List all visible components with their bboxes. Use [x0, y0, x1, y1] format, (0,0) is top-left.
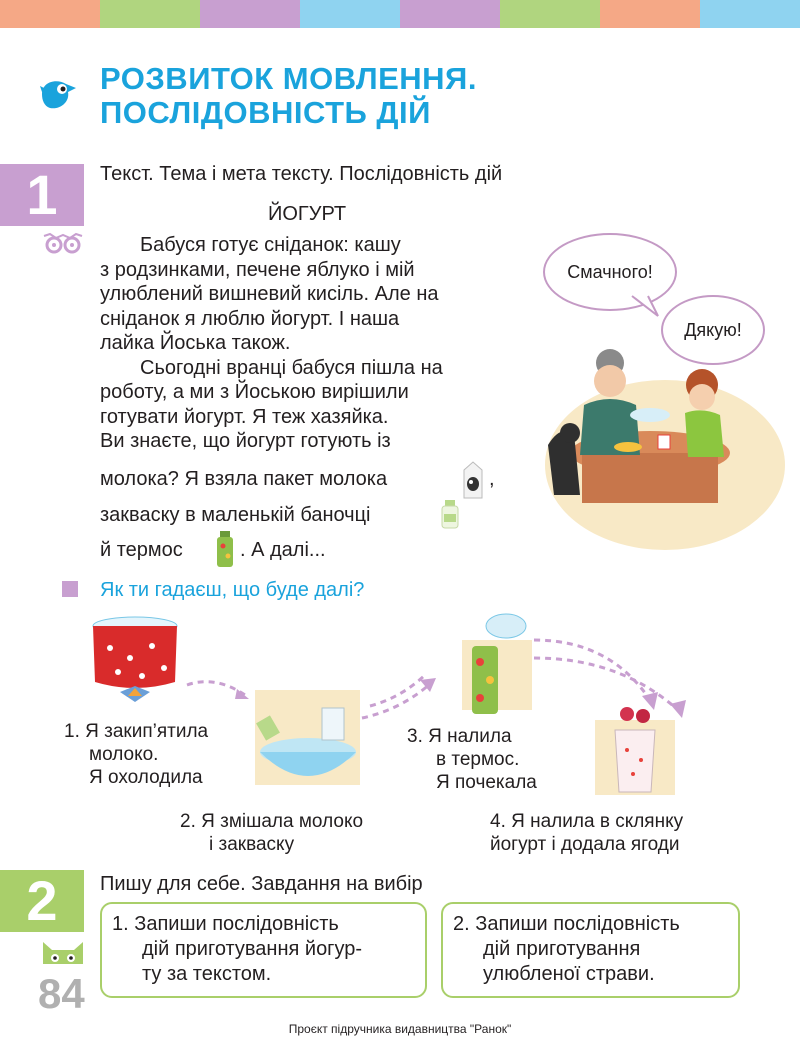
top-color-strip	[0, 0, 800, 28]
story-line: готувати йогурт. Я теж хазяйка.	[100, 405, 389, 428]
step-line: Я охолодила	[89, 767, 203, 788]
option-line: ту за текстом.	[142, 963, 272, 985]
task2-option-2	[441, 902, 740, 998]
option-line: дій приготування йогур-	[142, 938, 363, 960]
speech-text: Дякую!	[684, 319, 742, 340]
story-line: сніданок я люблю йогурт. І наша	[100, 307, 400, 330]
story-title: ЙОГУРТ	[268, 203, 347, 225]
bird-icon	[38, 76, 78, 112]
breakfast-illustration	[540, 345, 790, 550]
step-1-caption	[64, 720, 208, 789]
page-number: 84	[38, 970, 85, 1017]
starter-jar-icon	[439, 498, 461, 530]
step-line: молоко.	[89, 744, 159, 765]
step-line: 1. Я закип’ятила	[64, 721, 209, 742]
story-line: Ви знаєте, що йогурт готують із	[100, 430, 391, 452]
milk-pack-icon	[460, 460, 486, 500]
strip-segment	[400, 0, 500, 28]
story-line: закваску в маленькій баночці	[100, 504, 371, 526]
story-line: Сьогодні вранці бабуся пішла на	[140, 356, 443, 379]
step-4-caption	[490, 810, 683, 856]
strip-segment	[300, 0, 400, 28]
owl-eyes-icon	[40, 232, 86, 254]
option-line: 1. Запиши послідовність	[112, 913, 339, 935]
task-number-2	[0, 870, 84, 932]
story-line: Бабуся готує сніданок: кашу	[140, 234, 401, 256]
mixing-bowl-illustration	[250, 690, 365, 785]
task-number: 1	[26, 163, 58, 226]
step-line: йогурт і додала ягоди	[490, 834, 680, 855]
task1-heading: Текст. Тема і мета тексту. Послідовність дій	[100, 163, 503, 185]
step-line: 4. Я налила в склянку	[490, 811, 684, 832]
option-line: дій приготування	[483, 938, 641, 960]
thermos-icon	[213, 530, 237, 568]
task-number: 2	[26, 869, 58, 932]
comma: ,	[489, 468, 495, 490]
publisher-footer: Проєкт підручника видавництва "Ранок"	[288, 1022, 512, 1036]
title-line: ПОСЛІДОВНІСТЬ ДІЙ	[100, 95, 431, 130]
arrow-2-to-3	[360, 670, 440, 730]
step-2-caption	[180, 810, 363, 856]
step-line: в термос.	[436, 749, 520, 770]
arrow-3-to-4	[530, 630, 690, 720]
story-line: молока? Я взяла пакет молока	[100, 468, 388, 490]
step-line: 2. Я змішала молоко	[180, 811, 364, 832]
story-line: роботу, а ми з Йоською вирішили	[100, 381, 409, 403]
strip-segment	[700, 0, 800, 28]
story-line: улюблений вишневий кисіль. Але на	[100, 283, 439, 305]
story-text	[100, 233, 520, 454]
step-line: Я почекала	[436, 772, 537, 793]
page-title	[100, 62, 477, 130]
question-marker	[62, 581, 78, 597]
thermos-illustration	[462, 610, 532, 720]
story-line: . А далі...	[240, 539, 326, 561]
speech-text: Смачного!	[567, 261, 653, 282]
strip-segment	[200, 0, 300, 28]
step-line: і закваску	[209, 834, 295, 855]
strip-segment	[500, 0, 600, 28]
pot-on-stove-illustration	[80, 612, 190, 707]
step-line: 3. Я налила	[407, 726, 512, 747]
question-text: Як ти гадаєш, що буде далі?	[100, 579, 365, 601]
story-line: з родзинками, печене яблуко і мій	[100, 258, 415, 281]
story-line: лайка Йоська також.	[100, 332, 291, 354]
arrow-1-to-2	[185, 655, 255, 705]
option-line: 2. Запиши послідовність	[453, 913, 680, 935]
story-line: й термос	[100, 539, 183, 561]
task2-option-1	[100, 902, 427, 998]
strip-segment	[100, 0, 200, 28]
strip-segment	[0, 0, 100, 28]
cat-face-icon	[40, 938, 86, 968]
step-3-caption	[407, 725, 537, 794]
task2-heading: Пишу для себе. Завдання на вибір	[100, 873, 423, 895]
title-line: РОЗВИТОК МОВЛЕННЯ.	[100, 61, 477, 96]
task-number-1	[0, 164, 84, 226]
strip-segment	[600, 0, 700, 28]
option-line: улюбленої страви.	[483, 963, 655, 985]
bubble-tail	[630, 294, 660, 318]
